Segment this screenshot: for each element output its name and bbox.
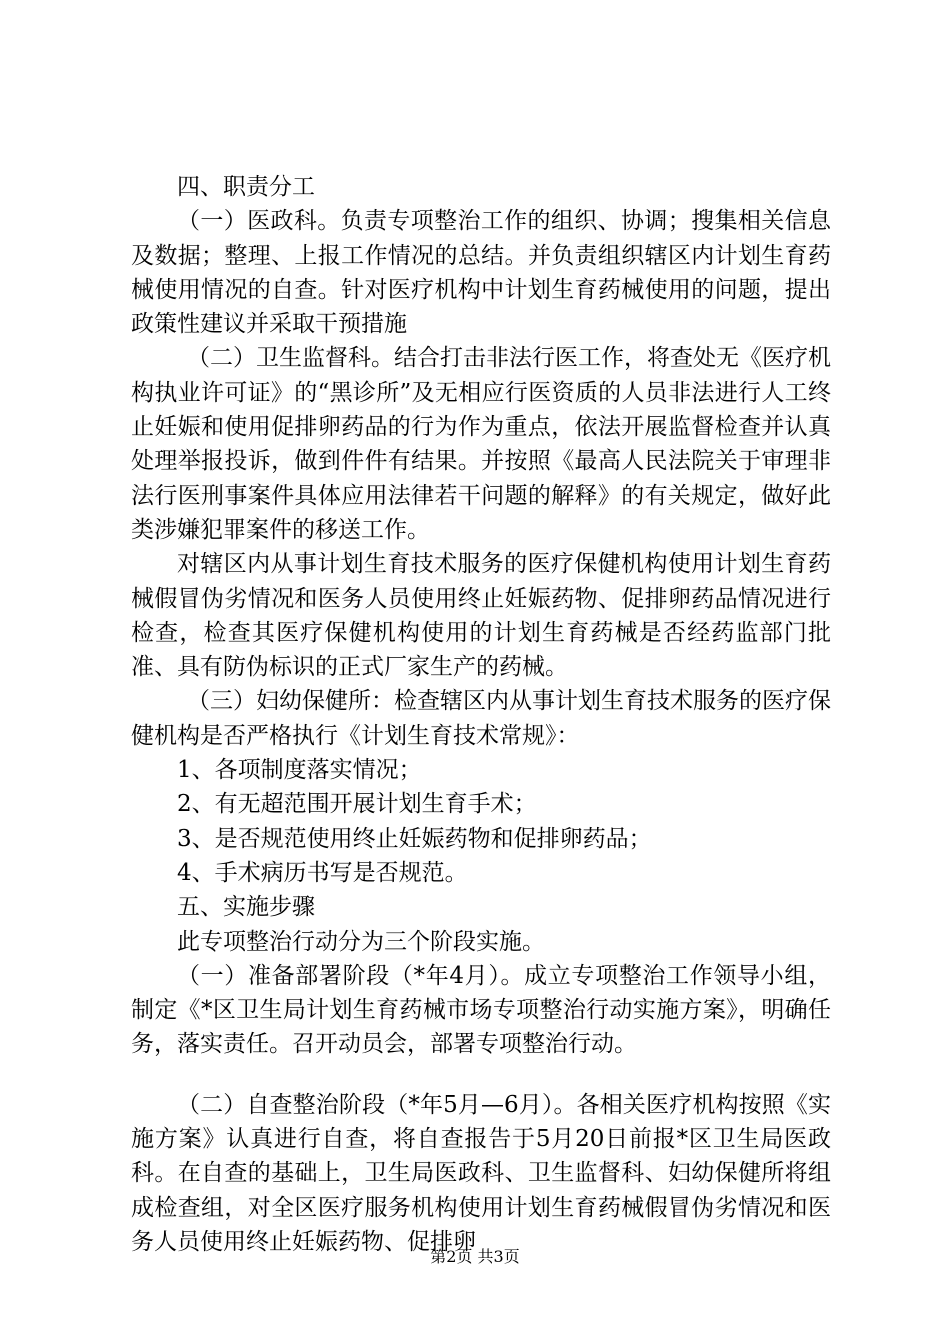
paragraph-maternal-child-health: （三）妇幼保健所：检查辖区内从事计划生育技术服务的医疗保健机构是否严格执行《计划生育技术常规》： <box>131 688 831 749</box>
section-heading-duties: 四、职责分工 <box>177 174 315 200</box>
page-number: 第2页 共3页 <box>430 1247 520 1266</box>
paragraph-spacer <box>131 1062 831 1088</box>
section-heading-steps: 五、实施步骤 <box>177 894 315 921</box>
document-body <box>131 170 831 1259</box>
paragraph-self-inspection-stage: （二）自查整治阶段（*年5月—6月）。各相关医疗机构按照《实施方案》认真进行自查，将自查报告于5月20日前报*区卫生局医政科。在自查的基础上，卫生局医政科、卫生监督科、妇幼保健所将组成检查组，对全区医疗服务机构使用计划生育药械假冒伪劣情况和医务人员使用终止妊娠药物、促排卵 <box>131 1091 831 1255</box>
list-item-3: 3、是否规范使用终止妊娠药物和促排卵药品； <box>177 825 652 852</box>
paragraph-three-stages: 此专项整治行动分为三个阶段实施。 <box>177 928 545 955</box>
list-item-1: 1、各项制度落实情况； <box>177 757 422 784</box>
paragraph-medical-affairs: （一）医政科。负责专项整治工作的组织、协调；搜集相关信息及数据；整理、上报工作情况的总结。并负责组织辖区内计划生育药械使用情况的自查。针对医疗机构中计划生育药械使用的问题，提出政策性建议并采取干预措施 <box>131 208 831 338</box>
paragraph-preparation-stage: （一）准备部署阶段（*年4月）。成立专项整治工作领导小组，制定《*区卫生局计划生育药械市场专项整治行动实施方案》，明确任务，落实责任。召开动员会，部署专项整治行动。 <box>131 962 831 1058</box>
page-footer <box>0 1247 950 1267</box>
list-item-2: 2、有无超范围开展计划生育手术； <box>177 791 537 818</box>
paragraph-health-supervision: （二）卫生监督科。结合打击非法行医工作，将查处无《医疗机构执业许可证》的“黑诊所”及无相应行医资质的人员非法进行人工终止妊娠和使用促排卵药品的行为作为重点，依法开展监督检查并认真处理举报投诉，做到件件有结果。并按照《最高人民法院关于审理非法行医刑事案件具体应用法律若干问题的解释》的有关规定，做好此类涉嫌犯罪案件的移送工作。 <box>131 345 831 543</box>
paragraph-inspection: 对辖区内从事计划生育技术服务的医疗保健机构使用计划生育药械假冒伪劣情况和医务人员使用终止妊娠药物、促排卵药品情况进行检查，检查其医疗保健机构使用的计划生育药械是否经药监部门批准、具有防伪标识的正式厂家生产的药械。 <box>131 551 831 681</box>
list-item-4: 4、手术病历书写是否规范。 <box>177 859 468 886</box>
